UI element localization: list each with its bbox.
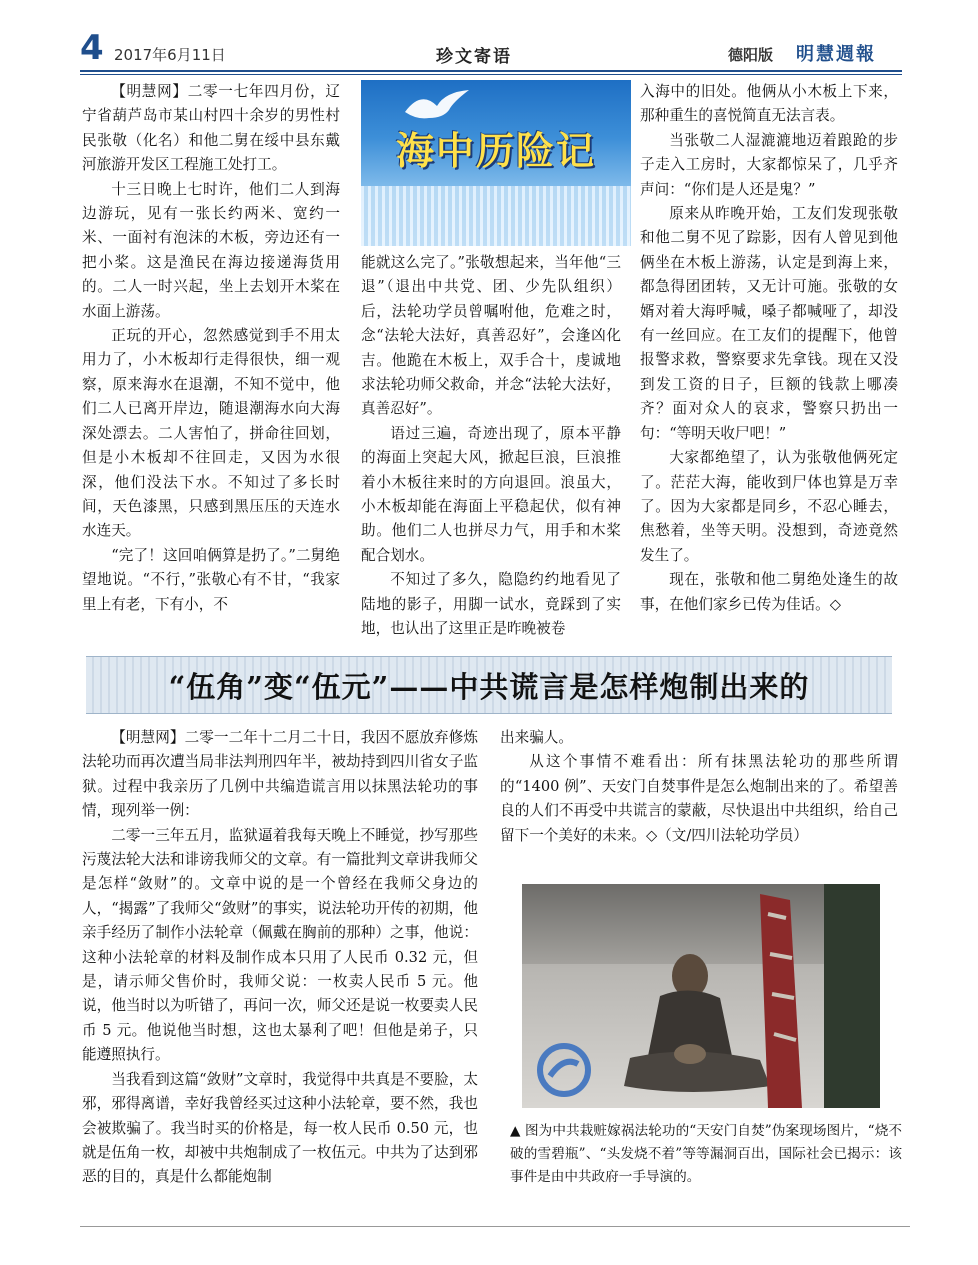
article2-title: “伍角”变“伍元”——中共谎言是怎样炮制出来的 <box>168 670 810 704</box>
paragraph: 原来从昨晚开始，工友们发现张敬和他二舅不见了踪影，因有人曾见到他俩坐在木板上游荡，认定是到海上来，都急得团团转，又无计可施。张敬的女婿对着大海呼喊，嗓子都喊哑了，却没有一丝回应。在工友们的提醒下，他曾报警求救，警察要求先拿钱。现在又没到发工资的日子，巨额的钱款上哪凑齐？面对众人的哀求，警察只扔出一句：“等明天收尸吧！” <box>640 205 898 442</box>
paragraph: 十三日晚上七时许，他们二人到海边游玩，见有一张长约两米、宽约一米、一面衬有泡沫的木板，旁边还有一把小桨。这是渔民在海边接递海货用的。二人一时兴起，坐上去划开木桨在水面上游荡。 <box>82 180 340 320</box>
paragraph: 语过三遍，奇迹出现了，原本平静的海面上突起大风，掀起巨浪，巨浪推着小木板往来时的方向退回。浪虽大，小木板却能在海面上平稳起伏，似有神助。他们二人也拼尽力气，用手和木桨配合划水。 <box>361 424 621 564</box>
header-rule-thin <box>80 74 902 75</box>
paragraph: “完了！这回咱俩算是扔了。”二舅绝望地说。“不行，”张敬心有不甘，“我家里上有老，下有小，不 <box>82 546 340 613</box>
sea-graphic <box>361 186 631 246</box>
paragraph: 出来骗人。 <box>500 729 573 746</box>
paragraph: 正玩的开心，忽然感觉到手不用太用力了，小木板却行走得很快，细一观察，原来海水在退潮，不知不觉中，他们二人已离开岸边，随退潮海水向大海深处漂去。二人害怕了，拼命往回划，但是小木板却不往回走，又因为水很深，他们没法下水。不知过了多长时间，天色漆黑，只感到黑压压的天连水水连天。 <box>82 327 340 540</box>
article1-column-1 <box>82 80 340 617</box>
tv-logo-icon <box>536 1042 592 1098</box>
article2-title-bar <box>86 656 892 714</box>
paragraph: 从这个事情不难看出：所有抹黑法轮功的那些所谓的“1400 例”、天安门自焚事件是怎么炮制出来的了。希望善良的人们不再受中共谎言的蒙蔽，尽快退出中共组织，给自己留下一个美好的未来。◇（文/四川法轮功学员） <box>500 753 898 844</box>
article1-title: 海中历险记 <box>395 128 596 173</box>
paragraph: 大家都绝望了，认为张敬他俩死定了。茫茫大海，能收到尸体也算是万幸了。因为大家都是同乡，不忍心睡去，焦愁着，坐等天明。没想到，奇迹竟然发生了。 <box>640 449 898 564</box>
paragraph: 【明慧网】二零一二年十二月二十日，我因不愿放弃修炼法轮功而再次遭当局非法判刑四年半，被劫持到四川省女子监狱。过程中我亲历了几例中共编造谎言用以抹黑法轮功的事情，现列举一例： <box>82 729 478 820</box>
paragraph: 入海中的旧处。他俩从小木板上下来，那种重生的喜悦简直无法言表。 <box>640 83 898 125</box>
page-number: 4 <box>80 28 104 68</box>
paragraph: 当我看到这篇“敛财”文章时，我觉得中共真是不要脸，太邪，邪得离谱，幸好我曾经买过这种小法轮章，要不然，我也会被欺骗了。我当时买的价格是，每一枚人民币 0.50 元，也就是伍角一枚，却被中共炮制成了一枚伍元。中共为了达到邪恶的目的，真是什么都能炮制 <box>82 1070 478 1186</box>
edition-name: 德阳版 <box>728 46 774 64</box>
paragraph: 现在，张敬和他二舅绝处逢生的故事，在他们家乡已传为佳话。◇ <box>640 571 898 613</box>
page-header <box>80 28 902 70</box>
issue-date: 2017年6月11日 <box>114 46 226 64</box>
photo-caption: ▲ 图为中共栽赃嫁祸法轮功的“天安门自焚”伪案现场图片，“烧不破的雪碧瓶”、“头发烧不着”等等漏洞百出，国际社会已揭示：该事件是由中共政府一手导演的。 <box>510 1123 902 1185</box>
paragraph: 不知过了多久，隐隐约约地看见了陆地的影子，用脚一试水，竟踩到了实地，也认出了这里正是昨晚被卷 <box>361 571 621 638</box>
section-name: 珍文寄语 <box>436 47 512 67</box>
flag-graphic <box>750 894 810 1108</box>
article1-column-3 <box>640 80 898 617</box>
paragraph: 能就这么完了。”张敬想起来，当年他“三退”（退出中共党、团、少先队组织）后，法轮功学员曾嘱咐他，危难之时，念“法轮大法好，真善忍好”，会逢凶化吉。他跪在木板上，双手合十，虔诚地求法轮功师父救命，并念“法轮大法好，真善忍好”。 <box>361 254 621 418</box>
officer-figure <box>824 884 880 1108</box>
news-photo <box>522 884 880 1108</box>
header-rule <box>80 70 902 72</box>
article2-column-right <box>500 726 898 848</box>
article1-column-2 <box>361 251 621 642</box>
paragraph: 【明慧网】二零一七年四月份，辽宁省葫芦岛市某山村四十余岁的男性村民张敬（化名）和他二舅在绥中县东戴河旅游开发区工程施工处打工。 <box>82 83 340 174</box>
article2-column-left <box>82 726 478 1190</box>
article1-banner <box>361 80 631 246</box>
paragraph: 二零一三年五月，监狱逼着我每天晚上不睡觉，抄写那些污蔑法轮大法和诽谤我师父的文章。有一篇批判文章讲我师父是怎样“敛财”的。文章中说的是一个曾经在我师父身边的人，“揭露”了我师父“敛财”的事实，说法轮功开传的初期，他亲手经历了制作小法轮章（佩戴在胸前的那种）之事，他说：这种小法轮章的材料及制作成本只用了人民币 0.32 元，但是，请示师父售价时，我师父说：一枚卖人民币 5 元。他说，他当时以为听错了，再问一次，师父还是说一枚要卖人民币 5 元。他说他当时想，这也太暴利了吧！但他是弟子，只能遵照执行。 <box>82 826 478 1064</box>
footer-rule <box>80 1226 910 1227</box>
paper-name: 明慧週報 <box>796 44 876 65</box>
paragraph: 当张敬二人湿漉漉地迈着踉跄的步子走入工房时，大家都惊呆了，几乎齐声问：“你们是人还是鬼？” <box>640 131 898 198</box>
